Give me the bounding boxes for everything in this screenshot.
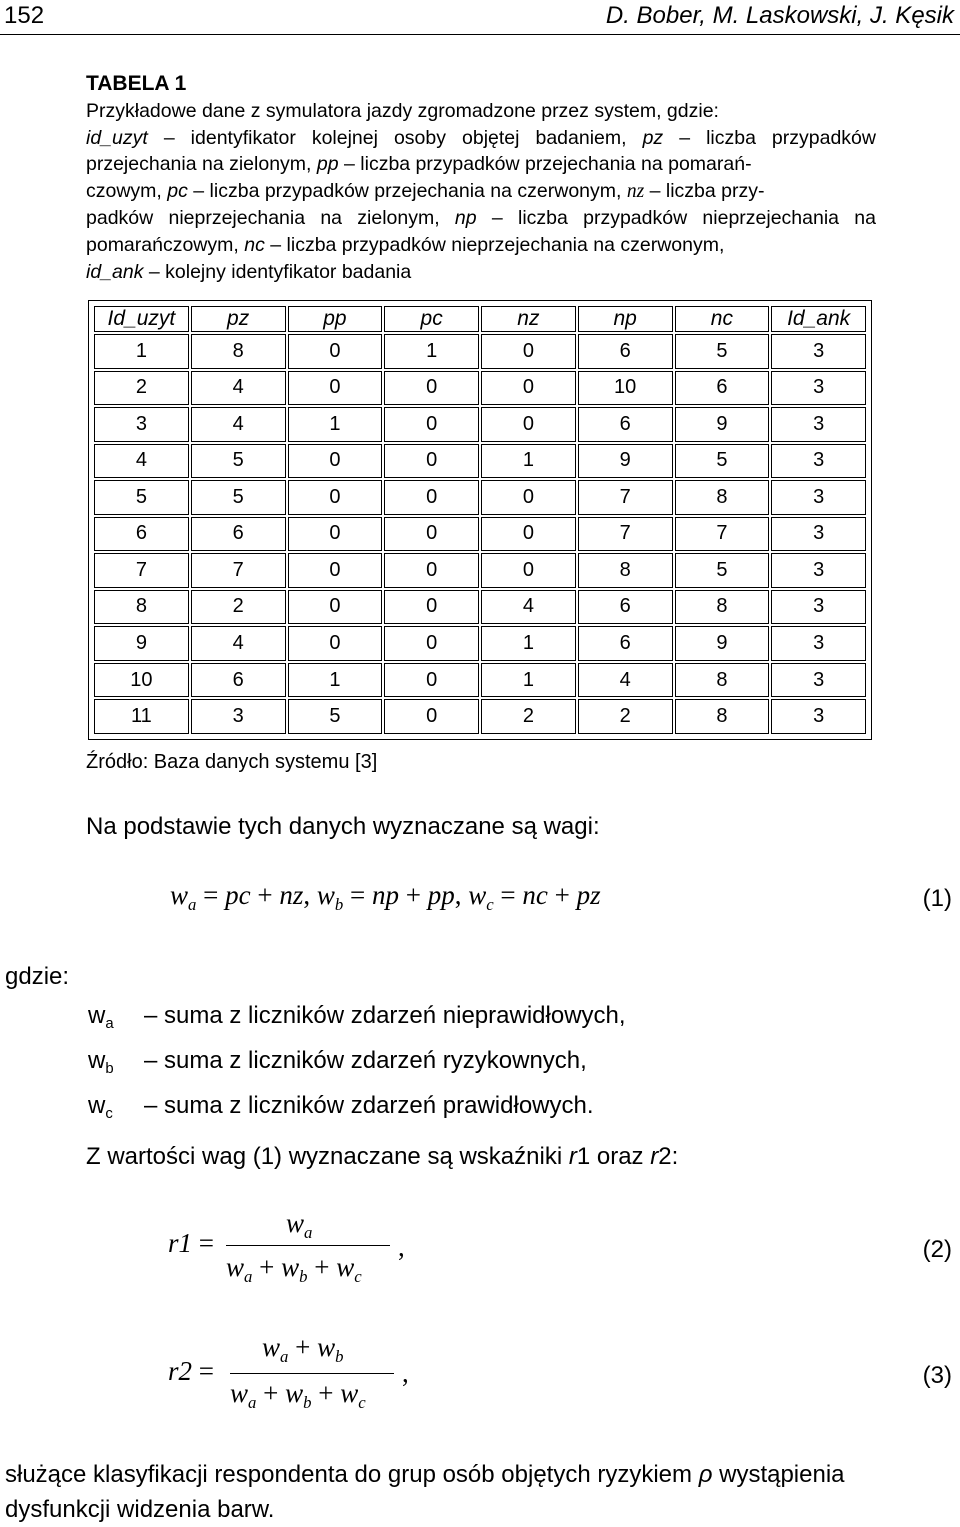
table-cell: 8 (191, 334, 286, 369)
table-cell: 7 (675, 517, 770, 552)
equation-2-lhs: r1 = (168, 1228, 214, 1258)
definition-item: $w_c$ – suma z liczników zdarzeń prawidłowych. (88, 1091, 594, 1122)
table-cell: 5 (288, 699, 383, 734)
column-header: pp (288, 306, 383, 332)
table-cell: 7 (191, 553, 286, 588)
table-cell: 2 (578, 699, 673, 734)
table-cell: 7 (578, 517, 673, 552)
table-cell: 0 (384, 626, 479, 661)
table-row (94, 626, 866, 661)
column-header: nz (481, 306, 576, 332)
table-cell: 6 (191, 663, 286, 698)
header-rule (0, 34, 960, 35)
table-cell: 6 (578, 334, 673, 369)
table-cell: 1 (288, 407, 383, 442)
table-cell: 3 (771, 480, 866, 515)
definition-item: $w_a$ – suma z liczników zdarzeń nieprawidłowych, (88, 1002, 626, 1033)
data-table (92, 304, 868, 736)
table-cell: 0 (288, 334, 383, 369)
table-cell: 8 (675, 590, 770, 625)
table-cell: 5 (675, 334, 770, 369)
page-number: 152 (4, 2, 45, 29)
running-header-authors: D. Bober, M. Laskowski, J. Kęsik (605, 2, 954, 29)
table-cell: 5 (191, 444, 286, 479)
where-label: gdzie: (5, 963, 70, 990)
column-header: Id_uzyt (94, 306, 189, 332)
column-header: nc (675, 306, 770, 332)
table-cell: 4 (191, 371, 286, 406)
table-cell: 3 (771, 371, 866, 406)
table-cell: 5 (675, 444, 770, 479)
table-row (94, 444, 866, 479)
table-cell: 4 (191, 407, 286, 442)
table-header-row (94, 306, 866, 332)
table-cell: 0 (384, 517, 479, 552)
table-cell: 3 (771, 407, 866, 442)
equation-2-numerator: $w_a$ (286, 1208, 313, 1242)
table-cell: 0 (384, 480, 479, 515)
table-cell: 8 (94, 590, 189, 625)
table-cell: 0 (288, 444, 383, 479)
table-cell: 3 (771, 334, 866, 369)
table-cell: 6 (675, 371, 770, 406)
equation-3-lhs: r2 = (168, 1356, 214, 1386)
table-cell: 1 (481, 444, 576, 479)
table-cell: 5 (191, 480, 286, 515)
definition-item: $w_b$ – suma z liczników zdarzeń ryzykownych, (88, 1046, 587, 1077)
column-header: pc (384, 306, 479, 332)
definition-list (88, 998, 626, 1132)
table-row (94, 480, 866, 515)
table-cell: 0 (481, 480, 576, 515)
table-cell: 2 (481, 699, 576, 734)
column-header: np (578, 306, 673, 332)
table-cell: 0 (384, 553, 479, 588)
table-cell: 4 (481, 590, 576, 625)
column-header: Id_ank (771, 306, 866, 332)
equation-1: $w_a$ = pc + nz, $w_b$ = np + pp, $w_c$ = nc + pz (170, 880, 601, 914)
equation-2-number: (2) (922, 1236, 952, 1263)
table-source: Źródło: Baza danych systemu [3] (86, 751, 378, 773)
table-cell: 6 (94, 517, 189, 552)
table-cell: 3 (771, 590, 866, 625)
equation-3-denominator: $w_a + w_b + w_c$ (230, 1378, 366, 1412)
table-row (94, 699, 866, 734)
table-cell: 8 (675, 699, 770, 734)
table-cell: 0 (384, 407, 479, 442)
table-cell: 9 (675, 407, 770, 442)
table-cell: 0 (288, 553, 383, 588)
table-cell: 4 (94, 444, 189, 479)
table-cell: 6 (191, 517, 286, 552)
table-cell: 9 (94, 626, 189, 661)
table-cell: 9 (675, 626, 770, 661)
table-cell: 8 (675, 480, 770, 515)
table-cell: 8 (578, 553, 673, 588)
table-cell: 4 (191, 626, 286, 661)
table-cell: 3 (771, 663, 866, 698)
table-cell: 0 (288, 590, 383, 625)
table-cell: 0 (288, 626, 383, 661)
table-title: TABELA 1 (86, 72, 187, 95)
equation-3-fraction-bar (230, 1373, 394, 1374)
table-cell: 0 (384, 590, 479, 625)
table-cell: 9 (578, 444, 673, 479)
equation-2-fraction-bar (226, 1245, 390, 1246)
column-header: pz (191, 306, 286, 332)
table-cell: 11 (94, 699, 189, 734)
equation-3-comma: , (402, 1358, 409, 1388)
equation-1-number: (1) (922, 885, 952, 912)
table-cell: 8 (675, 663, 770, 698)
table-cell: 0 (481, 553, 576, 588)
table-cell: 3 (191, 699, 286, 734)
equation-2-comma: , (398, 1232, 405, 1262)
table-cell: 3 (771, 699, 866, 734)
table-cell: 1 (288, 663, 383, 698)
table-cell: 4 (578, 663, 673, 698)
table-row (94, 590, 866, 625)
paragraph-indicators: Z wartości wag (1) wyznaczane są wskaźniki r1 oraz r2: (86, 1143, 679, 1170)
table-cell: 0 (481, 517, 576, 552)
table-cell: 10 (578, 371, 673, 406)
table-cell: 7 (94, 553, 189, 588)
table-row (94, 517, 866, 552)
table-cell: 6 (578, 590, 673, 625)
equation-2-denominator: $w_a + w_b + w_c$ (226, 1252, 362, 1286)
table-cell: 1 (94, 334, 189, 369)
table-row (94, 407, 866, 442)
closing-paragraph: służące klasyfikacji respondenta do grup osób objętych ryzykiem ρ wystąpienia dysfunkcji widzenia barw. (5, 1461, 845, 1523)
table-cell: 0 (384, 371, 479, 406)
equation-3-number: (3) (922, 1362, 952, 1389)
table-cell: 3 (94, 407, 189, 442)
table-cell: 1 (384, 334, 479, 369)
table-cell: 3 (771, 444, 866, 479)
table-cell: 0 (288, 517, 383, 552)
table-cell: 5 (94, 480, 189, 515)
table-cell: 6 (578, 407, 673, 442)
table-cell: 6 (578, 626, 673, 661)
table-row (94, 553, 866, 588)
table-cell: 1 (481, 626, 576, 661)
table-cell: 1 (481, 663, 576, 698)
table-cell: 0 (288, 480, 383, 515)
data-table-frame (88, 300, 872, 740)
paragraph-weights: Na podstawie tych danych wyznaczane są wagi: (86, 813, 600, 840)
table-cell: 5 (675, 553, 770, 588)
table-row (94, 663, 866, 698)
table-row (94, 334, 866, 369)
table-cell: 7 (578, 480, 673, 515)
table-cell: 10 (94, 663, 189, 698)
table-row (94, 371, 866, 406)
table-cell: 0 (481, 371, 576, 406)
table-cell: 3 (771, 626, 866, 661)
table-cell: 3 (771, 553, 866, 588)
table-cell: 2 (94, 371, 189, 406)
equation-3-numerator: $w_a + w_b$ (262, 1332, 344, 1366)
table-cell: 0 (481, 407, 576, 442)
table-cell: 2 (191, 590, 286, 625)
table-cell: 0 (288, 371, 383, 406)
table-cell: 0 (384, 663, 479, 698)
table-cell: 3 (771, 517, 866, 552)
table-cell: 0 (481, 334, 576, 369)
table-cell: 0 (384, 444, 479, 479)
table-caption: Przykładowe dane z symulatora jazdy zgromadzone przez system, gdzie: id_uzyt – identyfikator kolejnej osoby objętej badaniem, pz – liczba przypadków przejechania na zielonym, pp – liczba przypadków przejechania na pomarań- czowym, pc – liczba przypadków przejechania na czerwonym, nz – liczba przy- padków nieprzejechania na zielonym, np – liczba przypadków nieprzejechania na pomarańczowym, nc – liczba przypadków nieprzejechania na czerwonym, id_ank – kolejny identyfikator badania (86, 100, 876, 283)
table-cell: 0 (384, 699, 479, 734)
